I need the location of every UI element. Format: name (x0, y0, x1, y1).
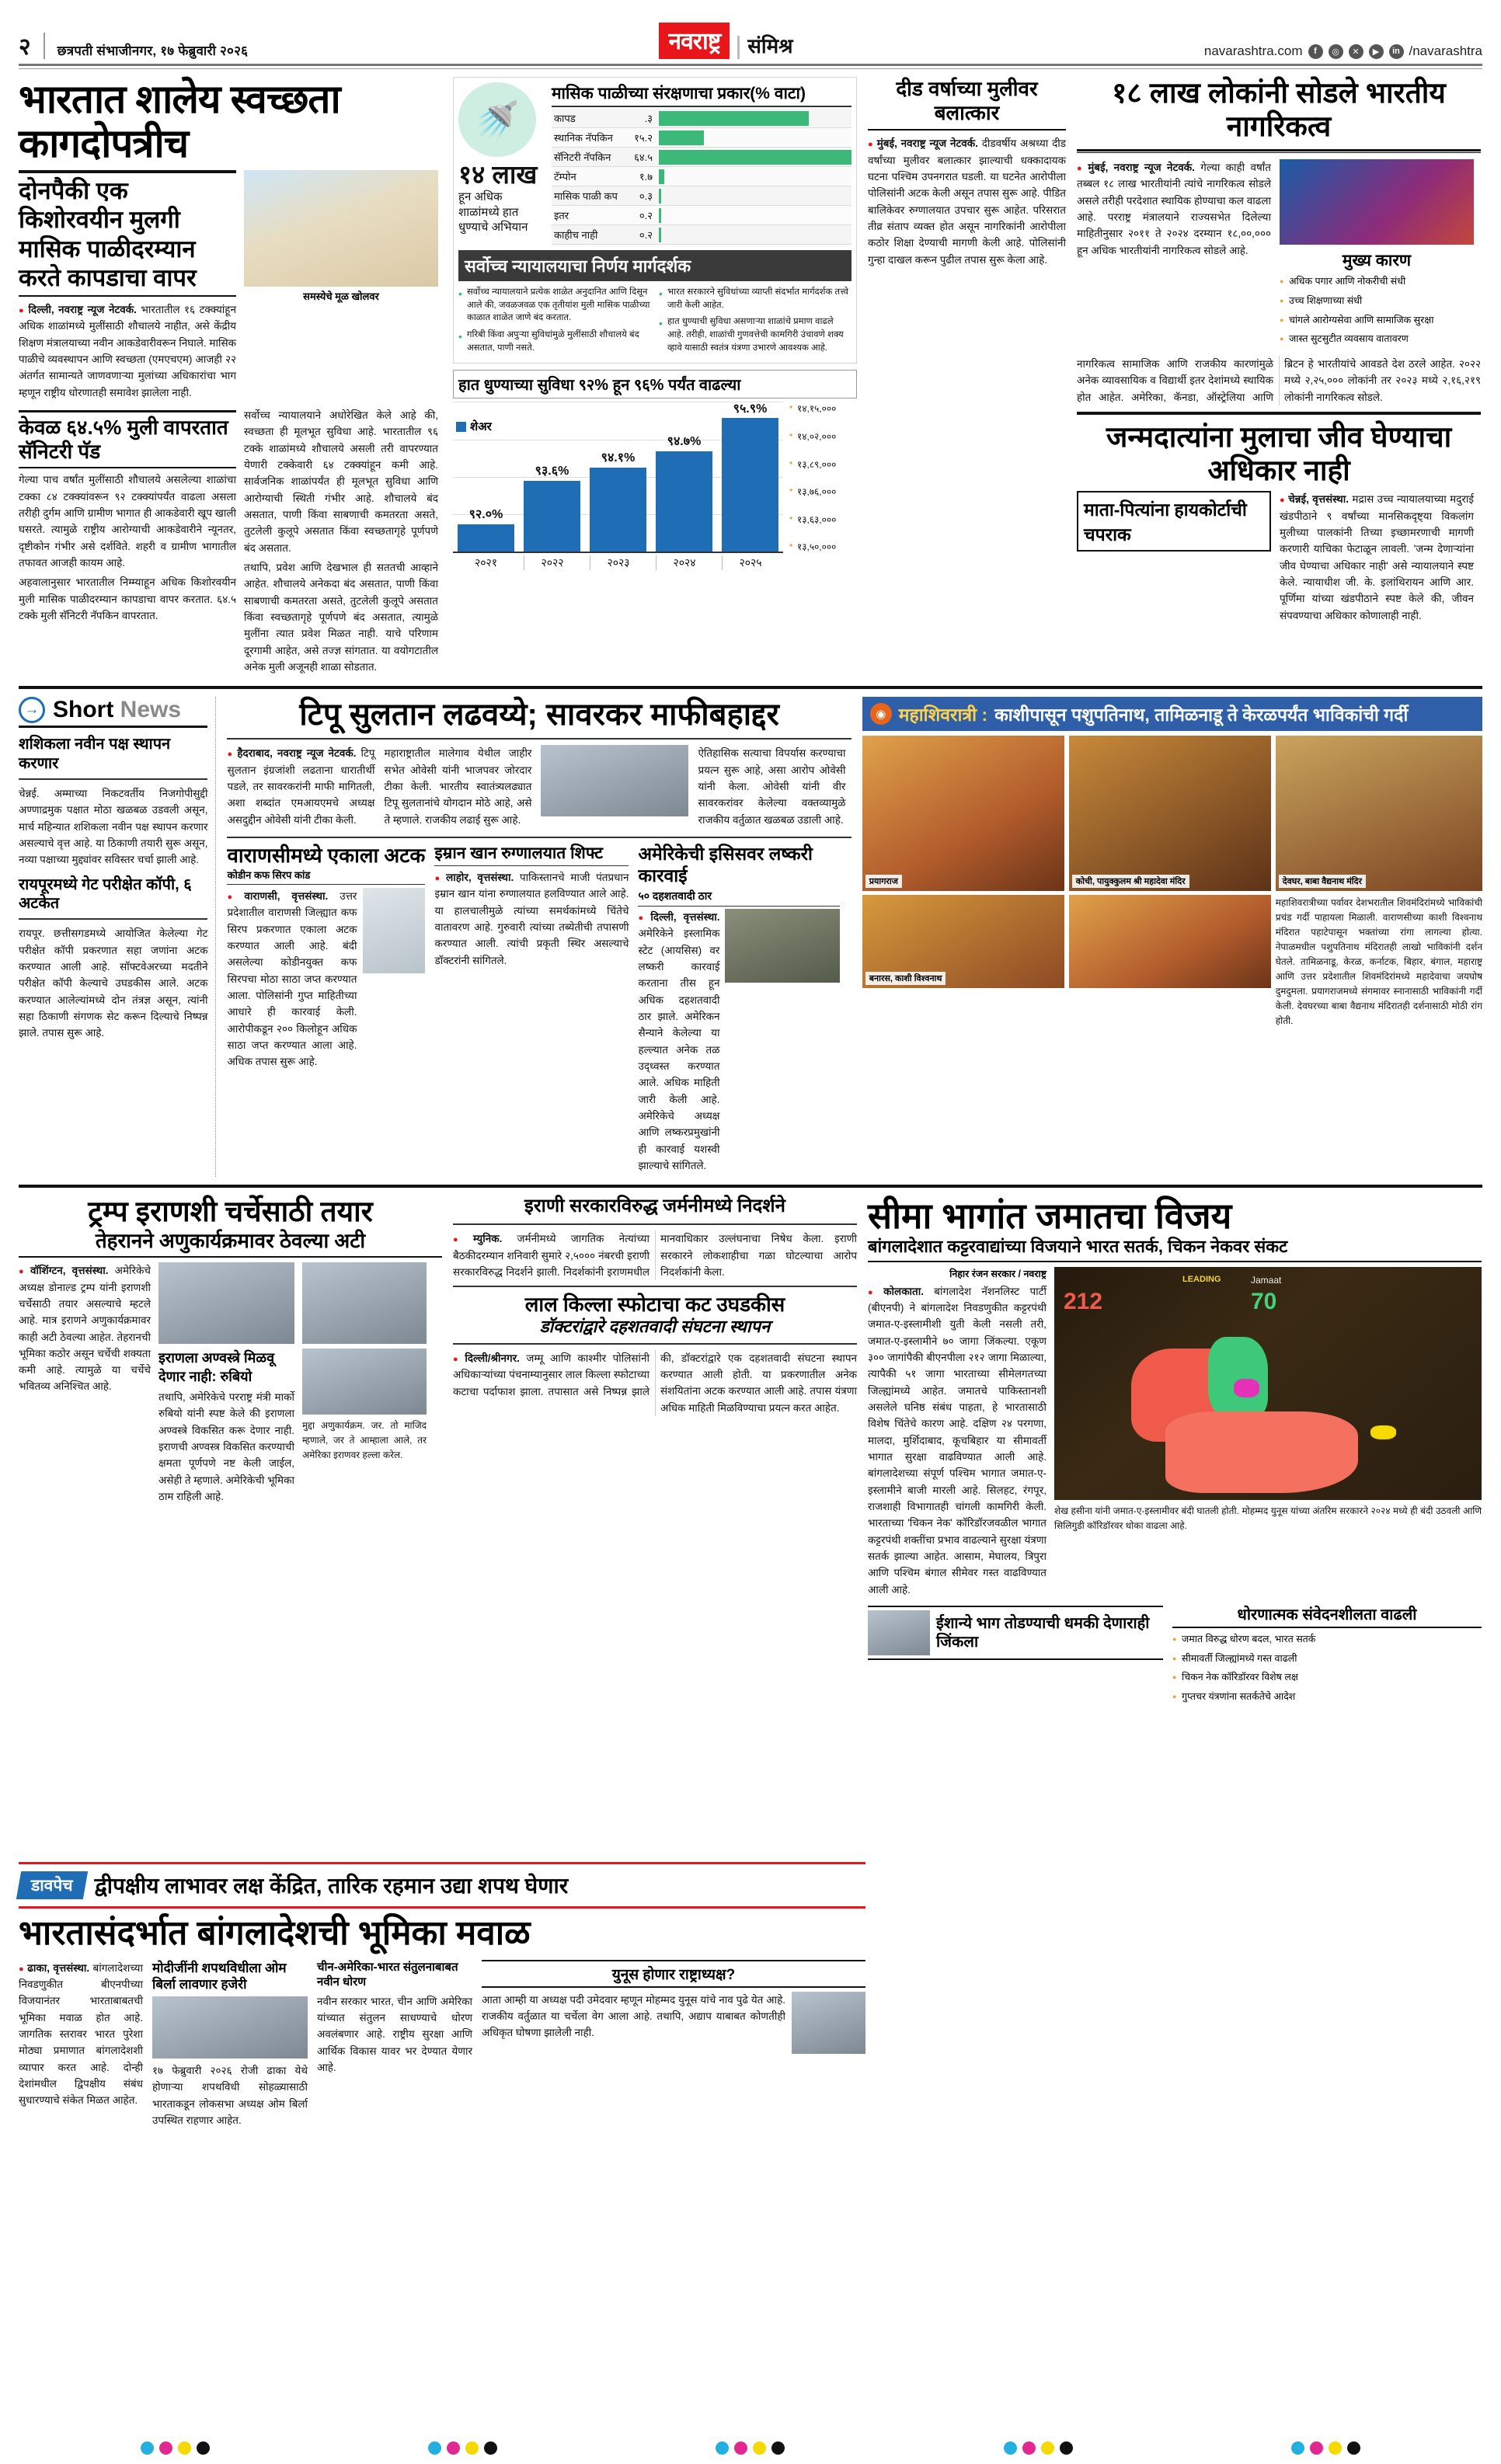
vbar-data-label: ९४.१% (601, 451, 636, 465)
hbar-value: ०.२ (639, 210, 653, 221)
lead-para-3: अहवालानुसार भारतातील निम्म्याहून अधिक किशोरवयीन मुली मासिक पाळीदरम्यान कापडाचा वापर करतात. ६४.५ टक्के मुली सॅनिटरी नॅपकिन वापरतात. (19, 576, 236, 621)
handwash-trend-chart (453, 370, 857, 570)
vbar-bar (722, 418, 778, 552)
hbar-row (552, 225, 851, 245)
bangladesh-election-map (1054, 1267, 1482, 1500)
rubio-subhead: इराणला अण्वस्त्रे मिळवू देणार नाही: रुबियो (158, 1350, 275, 1385)
hbar-fill (659, 228, 661, 242)
citizenship-para-2: नागरिकत्व सामाजिक आणि राजकीय कारणांमुळे अनेक व्यावसायिक व विद्यार्थी इतर देशांमध्ये स्थायिक होत आहेत. अमेरिका, कॅनडा, ऑस्ट्रेलिया आणि ब्रिटन हे भारतीयांचे आवडते देश ठरले आहेत. २०२२ मध्ये २,२५,००० लोकांनी तर २०२३ मध्ये २,१६,२१९ लोकांनी नागरिकत्व सोडले. (1077, 358, 1481, 403)
redfort-body: जम्मू आणि काश्मीर पोलिसांनी अधिकाऱ्यांच्या पंचनाम्यानुसार लाल किल्ला स्फोटाच्या कटाचा पर्दाफाश झाला. तपासात असे निष्पन्न झाले की, डॉक्टरांद्वारे एक दहशतवादी संघटना स्थापन करण्यात आली होती. या प्रकरणातील अनेक संशयितांना अटक करण्यात आली आहे. तपास यंत्रणा अधिक माहिती मिळविण्याचा प्रयत्न करत आहेत. (453, 1352, 857, 1414)
logo-subtitle: संमिश्र (747, 34, 793, 57)
imran-headline: इम्रान खान रुग्णालयात शिफ्ट (434, 844, 629, 866)
short-news-item-body: चेन्नई. अम्माच्या निकटवर्तीय निजगोपीसुद्दी अण्णाद्रमुक पक्षात मोठा खळबळ उडवली असून, मार्च महिन्यात शशिकला नवीन पक्ष स्थापन करणार असल्याचे वृत्त आहे. या ठिकाणी तयारी सुरू असून, नव्या पक्षाच्या मुद्द्यांवर सविस्तर चर्चा झाली आहे. (19, 788, 208, 866)
cause-item: ● जास्त सुटसुटीत व्यवसाय वातावरण (1280, 332, 1474, 346)
hbar-chart-title: मासिक पाळीच्या संरक्षणाचा प्रकार(% वाटा) (552, 82, 851, 107)
dot-group (141, 2441, 210, 2455)
bangladesh-dateline: ● कोलकाता. (868, 1286, 924, 1297)
kochi-photo (1069, 736, 1271, 891)
bangladesh-body: बांगलादेश नॅशनलिस्ट पार्टी (बीएनपी) ने बांगलादेश निवडणुकीत कट्टरपंथी जमात-ए-इस्लामीशी युती केली नसली तरी, जमात-ए-इस्लामीने ७० जागा जिंकल्या. एकूण ३०० जागांपैकी बीएनपीला २१२ जागा मिळाल्या, त्यापैकी ५१ जागा भारताच्या सीमेलगतच्या जिल्ह्यांमध्ये आहेत. जमातचे पाकिस्तानशी असलेले घनिष्ठ संबंध पाहता, हे भारतासाठी विशेष चिंतेचे कारण आहे. दक्षिण २४ परगणा, मालदा, मुर्शिदाबाद, कूचबिहार या सीमावर्ती भागात सुरक्षा वाढविण्यात आली आहे. बांगलादेशच्या संपूर्ण पश्चिम भागात जमात-ए-इस्लामीने बाजी मारली आहे. सिलहट, रंगपूर, राजशाही विभागातही चांगली कामगिरी केली. भारताच्या 'चिकन नेक' कॉरिडॉरजवळील भागात कट्टरपंथी शक्तींचा प्रभाव वाढल्याने सुरक्षा यंत्रणा सतर्क झाल्या आहेत. आसाम, मेघालय, त्रिपुरा आणि पश्चिम बंगाल सीमेवर गस्त वाढविण्यात आली आहे. (868, 1285, 1047, 1596)
map-jamaat-count: 70 (1251, 1288, 1277, 1314)
short-news-title-a: Short (53, 697, 114, 723)
tipu-col2: महाराष्ट्रातील मालेगाव येथील जाहीर सभेत ओवेसी यांनी भाजपवर जोरदार टीका केली. भारतीय स्वातंत्र्यलढ्यात टिपू सुलतानांचे योगदान मोठे आहे, असे ते म्हणाले. राजकीय लढाई सुरू आहे. (384, 747, 532, 826)
passport-photo (1280, 159, 1474, 245)
tipu-col1: टिपू सुलतान इंग्रजांशी लढताना धारातीर्थी पडले, तर सावरकरांनी माफी मागितली, अशा शब्दांत एमआयएमचे अध्यक्ष असदुद्दीन ओवेसी यांनी टीका केली. (227, 747, 375, 826)
kochi-caption: कोची, पायुक्कुलम श्री महादेवा मंदिर (1072, 875, 1189, 888)
page-number: २ (19, 34, 31, 60)
cough-syrup-photo (363, 888, 425, 973)
hbar-value: १.७ (639, 171, 653, 183)
davpech-body: बांगलादेशच्या निवडणुकीत बीएनपीच्या विजयानंतर भारताबाबतची भूमिका मवाळ होत आहे. जागतिक स्तरावर भारत पुरेशा मोठ्या प्रमाणात बांगलादेशशी व्यापार करत आहे. दोन्ही देशांमधील द्विपक्षीय संबंध सुधारण्याचे संकेत मिळत आहेत. (19, 1961, 143, 2107)
china-policy-body: नवीन सरकार भारत, चीन आणि अमेरिका यांच्यात संतुलन साधण्याचे धोरण अवलंबणार आहे. राष्ट्रीय सुरक्षा आणि आर्थिक विकास यावर भर देण्यात येणार आहे. (317, 1995, 472, 2073)
cause-item: ● अधिक पगार आणि नोकरीची संधी (1280, 274, 1474, 289)
vbar-x-axis (453, 555, 783, 570)
short-news-item-body: रायपूर. छत्तीसगडमध्ये आयोजित केलेल्या गेट परीक्षेत कॉपी प्रकरणात सहा जणांना अटक करण्यात आली आहे. सॉफ्टवेअरच्या मदतीने परीक्षेत कॉपी केल्याचे उघडकीस आले. अटक करण्यात आलेल्यांमध्ये दोन तंत्रज्ञ असून, त्यांनी सहा ठिकाणी संगणक सेट करून दिल्याचे निष्पन्न झाले. तपास सुरू आहे. (19, 927, 208, 1039)
iran-gov-headline: इराणी सरकारविरुद्ध जर्मनीमध्ये निदर्शने (524, 1195, 785, 1217)
handwash-block (458, 82, 545, 245)
vbar-y-tick: • १३,५०,००० (789, 540, 857, 553)
northeast-story (868, 1606, 1163, 1709)
imran-body: पाकिस्तानचे माजी पंतप्रधान इम्रान खान यांना रुग्णालयात हलविण्यात आले आहे. या हालचालीमुळे त्यांच्या समर्थकांमध्ये चिंतेचे वातावरण आहे. गुरुवारी त्यांच्या तब्येतीची तपासणी करण्यात आली. त्यांची प्रकृती स्थिर असल्याचे डॉक्टरांनी सांगितले. (434, 872, 629, 966)
hbar-value: ०.२ (639, 229, 653, 241)
vbar-y-tick: • १३,७६,००० (789, 485, 857, 498)
rape-headline: दीड वर्षाच्या मुलीवर बलात्कार (868, 77, 1066, 131)
hbar-track (659, 150, 851, 165)
policy-item: ● सीमावर्ती जिल्ह्यांमध्ये गस्त वाढली (1172, 1651, 1482, 1666)
vbar-x-tick: २०२४ (656, 555, 712, 570)
hbar-label: सॅनिटरी नॅपकिन (554, 151, 611, 163)
banaras-photo (862, 895, 1064, 988)
mahashivratri-band (862, 697, 1482, 731)
bangladesh-map-story (868, 1195, 1482, 1709)
china-policy-subhead: चीन-अमेरिका-भारत संतुलनाबाबत नवीन धोरण (317, 1960, 458, 1989)
mahashivratri-block (862, 697, 1482, 1177)
hbar-track (659, 131, 851, 145)
vbar-y-tick: • १४,१५,००० (789, 402, 857, 415)
hbar-track (659, 111, 851, 126)
vbar-data-label: ९४.७% (667, 434, 702, 448)
vbar-cell (458, 402, 514, 552)
vbar-data-label: ९५.९% (733, 402, 768, 416)
hbar-chart (552, 82, 851, 245)
policy-block (1172, 1606, 1482, 1709)
hbar-row (552, 167, 851, 186)
hbar-fill (659, 189, 661, 204)
trump-byline: ● वॉशिंग्टन, वृत्तसंस्था. (19, 1265, 109, 1276)
northeast-headline: ईशान्ये भाग तोडण्याची धमकी देणाराही जिंकला (936, 1614, 1150, 1651)
rubio-photo (302, 1349, 427, 1415)
deoghar-photo (1276, 736, 1482, 891)
dot-group (1004, 2441, 1073, 2455)
vbar-bar (524, 481, 580, 552)
policy-item: ● गुप्तचर यंत्रणांना सतर्कतेचे आदेश (1172, 1690, 1482, 1704)
iran-gov-story (453, 1195, 857, 1709)
vbar-y-tick: • १३,६३,००० (789, 513, 857, 526)
redfort-subhead: डॉक्टरांद्वारे दहशतवादी संघटना स्थापन (539, 1317, 771, 1337)
dot-group (716, 2441, 785, 2455)
trump-subhead: तेहरानने अणुकार्यक्रमावर ठेवल्या अटी (19, 1229, 442, 1258)
trump-iran-story (19, 1195, 442, 1709)
masthead (19, 11, 1482, 59)
mahashivratri-caption-body: महाशिवरात्रीच्या पर्वावर देशभरातील शिवमंदिरांमध्ये भाविकांची प्रचंड गर्दी पाहायला मिळाली. वाराणसीच्या काशी विश्वनाथ मंदिरात पहाटेपासून भक्तांच्या रांगा लागल्या होत्या. नेपाळमधील पशुपतिनाथ मंदिरातही लाखो भाविकांनी दर्शन घेतले. तामिळनाडू, केरळ, कर्नाटक, बिहार, बंगाल, महाराष्ट्र आणि उत्तर प्रदेशातील शिवमंदिरांमध्ये महादेवाचा जयघोष दुमदुमला. प्रयागराजमध्ये संगमावर स्नानासाठी भाविकांनी गर्दी केली. देवघरच्या बाबा वैद्यनाथ मंदिरातही दर्शनासाठी मोठी रांग होती. (1275, 897, 1482, 1026)
cause-item: ● चांगले आरोग्यसेवा आणि सामाजिक सुरक्षा (1280, 313, 1474, 328)
vbar-x-tick: २०२२ (524, 555, 580, 570)
print-registration-marks (0, 2441, 1501, 2455)
banaras-caption: बनारस, काशी विश्वनाथ (865, 972, 946, 985)
vbar-y-tick: • १४,०२,००० (789, 430, 857, 443)
hbar-fill (659, 208, 661, 223)
vbar-data-label: ९३.६% (535, 465, 569, 479)
school-girls-photo (244, 170, 438, 287)
infographic-bullet: • सर्वोच्च न्यायालयाने प्रत्येक शाळेत अनुदानित आणि दिसून आले की, जवळजवळ एक तृतीयांश मुली मासिक पाळीच्या काळात शाळेत जाणे बंद करतात. (458, 286, 651, 325)
map-jamaat-label: Jamaat (1251, 1274, 1282, 1286)
handwash-big-number: १४ लाख (458, 160, 538, 189)
redfort-byline: ● दिल्ली/श्रीनगर. (453, 1352, 520, 1364)
yunus-body: आता आम्ही या अध्यक्ष पदी उमेदवार म्हणून मोहम्मद युनूस यांचे नाव पुढे येत आहे. राजकीय वर्तुळात या चर्चेला वेग आला आहे. तथापि, अद्याप याबाबत कोणतीही अधिकृत घोषणा झालेली नाही. (482, 1993, 785, 2039)
birth-rights-body: मद्रास उच्च न्यायालयाच्या मदुराई खंडपीठाने ९ वर्षांच्या मानसिकदृष्ट्या विकलांग मुलीच्या पालकांनी तिच्या इच्छामरणाची मागणी करणारी याचिका फेटाळून लावली. 'जन्म देणाऱ्यांना जीव घेण्याचा अधिकार नाही' असे न्यायालयाने स्पष्ट केले. न्यायाधीश जी. के. इलांथिरायन आणि आर. पूर्णिमा यांच्या खंडपीठाने स्पष्ट केले की, जीवन संपवण्याचा अधिकार कोणालाही नाही. (1280, 493, 1474, 621)
lead-col2-para: सर्वोच्च न्यायालयाने अधोरेखित केले आहे की, स्वच्छता ही मूलभूत सुविधा आहे. भारतातील ९६ टक्के शाळांमध्ये शौचालये असली तरी वापरण्यात येणारी टक्केवारी ६४ टक्क्यांहून कमी आहे. सार्वजनिक शाळांपर्यंत ही मूलभूत सुविधा आणि आरोग्याची स्थिती गंभीर आहे. शौचालये बंद असतात, पाणी किंवा साबणाची कमतरता असते, तुटलेली कुलूपे असतात किंवा स्वच्छतागृहे पूर्णपणे बंद असतात. (244, 409, 438, 554)
hbar-track (659, 208, 851, 223)
rape-story (868, 77, 1066, 678)
yunus-subhead: युनूस होणार राष्ट्राध्यक्ष? (482, 1960, 865, 1988)
lead-para-2: गेल्या पाच वर्षांत मुलींसाठी शौचालये असलेल्या शाळांचा टक्का ८४ टक्क्यांवरून ९२ टक्क्यांपर्यंत वाढला असला तरीही दुर्गम आणि ग्रामीण भागात ही आकडेवारी खूप खाली घसरते. त्यामुळे राष्ट्रीय आरोग्याची आकडेवारीने न्यूनतर, दृष्टीकोन गंभीर असे दर्शविते. शहरी व ग्रामीण भागातील तफावत आजही कायम आहे. (19, 474, 236, 569)
infographic-bullet: • हात धुण्याची सुविधा असणाऱ्या शाळांचे प्रमाण वाढले आहे. तरीही, शाळांची गुणवत्तेची कामगिरी उंचावणे शक्य व्हावे यासाठी स्वतंत्र यंत्रणा उभारणे आवश्यक आहे. (659, 315, 851, 354)
dot-group (1291, 2441, 1360, 2455)
vbar-cell (722, 402, 778, 552)
davpech-block (19, 1857, 865, 2132)
linkedin-icon[interactable]: in (1389, 44, 1404, 59)
extra-temple-photo (1069, 895, 1271, 988)
tipu-headline: टिपू सुलतान लढवय्ये; सावरकर माफीबहाद्दर (299, 698, 779, 733)
hbar-value: ०.३ (639, 190, 653, 202)
hbar-fill (659, 169, 664, 184)
short-news-item-title[interactable]: शशिकला नवीन पक्ष स्थापन करणार (19, 736, 171, 772)
us-isis-subhead: ५० दहशतवादी ठार (638, 889, 840, 907)
hbar-value: ६४.५ (634, 151, 653, 163)
menstrual-infographic (453, 77, 857, 364)
mahashivratri-label: महाशिवरात्री : (898, 705, 988, 726)
vbar-y-tick: • १३,८९,००० (789, 458, 857, 471)
infographic-column (453, 77, 857, 678)
us-isis-headline: अमेरिकेची इसिसवर लष्करी कारवाई (638, 843, 813, 886)
vbar-bar (590, 468, 646, 552)
bangladesh-subhead: बांगलादेशात कट्टरवाद्यांच्या विजयाने भारत सतर्क, चिकन नेकवर संकट (868, 1237, 1482, 1262)
short-news-title-b: News (120, 697, 182, 723)
hbar-track (659, 169, 851, 184)
om-birla-body: १७ फेब्रुवारी २०२६ रोजी ढाका येथे होणाऱ्या शपथविधी सोहळ्यासाठी भारताकडून लोकसभा अध्यक्ष ओम बिर्ला उपस्थित राहणार आहेत. (152, 2065, 308, 2127)
davpech-byline: ● ढाका, वृत्तसंस्था. (19, 1962, 89, 1974)
infographic-bullets (458, 286, 851, 358)
birth-rights-headline: जन्मदात्यांना मुलाचा जीव घेण्याचा अधिकार नाही (1106, 421, 1452, 486)
bullets-left (458, 286, 651, 358)
mahashivratri-text: काशीपासून पशुपतिनाथ, तामिळनाडू ते केरळपर्यंत भाविकांची गर्दी (994, 705, 1409, 726)
lead-subhead: दोनपैकी एक किशोरवयीन मुलगी मासिक पाळीदरम्यान करते कापडाचा वापर (19, 177, 197, 291)
bangladesh-byline: निहार रंजन सरकार / नवराष्ट्र (949, 1268, 1047, 1279)
hbar-row (552, 128, 851, 148)
hbar-track (659, 189, 851, 204)
varanasi-story (227, 844, 425, 1177)
vbar-x-tick: २०२५ (722, 555, 778, 570)
row-top (19, 77, 1482, 678)
lead-story (19, 77, 442, 678)
birth-rights-byline: ● चेन्नई, वृत्तसंस्था. (1280, 493, 1349, 505)
hbar-value: .३ (644, 113, 653, 124)
citizenship-headline: १८ लाख लोकांनी सोडले भारतीय नागरिकत्व (1112, 77, 1446, 142)
instagram-icon[interactable]: ◎ (1329, 44, 1343, 59)
lead-headline: भारतात शालेय स्वच्छता कागदोपत्रीच (19, 77, 340, 166)
hbar-value: १५.२ (634, 132, 653, 144)
hbar-label: मासिक पाळी कप (554, 190, 618, 202)
lead-photo-caption: समस्येचे मूळ खोलवर (303, 291, 379, 303)
hbar-row (552, 206, 851, 225)
birth-rights-subhead: माता-पित्यांना हायकोर्टाची चपराक (1077, 491, 1271, 552)
policy-item: ● चिकन नेक कॉरिडॉरवर विशेष लक्ष (1172, 1670, 1482, 1685)
website-url[interactable]: navarashtra.com (1203, 44, 1303, 58)
place-date: छत्रपती संभाजीनगर, १७ फेब्रुवारी २०२६ (57, 44, 249, 58)
hbar-fill (659, 131, 704, 145)
vbar-bar (656, 451, 712, 552)
citizenship-para-1: गेल्या काही वर्षांत तब्बल १८ लाख भारतीयांनी त्यांचे नागरिकत्व सोडले असले तरीही परदेशात स्थायिक होण्याचा कल वाढला आहे. परराष्ट्र मंत्रालयाने राज्यसभेत दिलेल्या माहितीनुसार २०११ ते २०२४ दरम्यान १८,००,००० हून अधिक भारतीयांनी नागरिकत्व सोडले आहे. (1077, 162, 1271, 256)
masthead-social-group (1204, 44, 1482, 59)
legend-label: शेअर (470, 420, 492, 434)
davpech-headline: द्वीपक्षीय लाभावर लक्ष केंद्रित, तारिक रहमान उद्या शपथ घेणार (94, 1874, 569, 1898)
leader-photo (868, 1610, 930, 1655)
tipu-byline: ● हैदराबाद, नवराष्ट्र न्यूज नेटवर्क. (227, 747, 356, 759)
logo-separator (737, 36, 740, 59)
tipu-col3: ऐतिहासिक सत्याचा विपर्यास करण्याचा प्रयत्न सुरू आहे, असा आरोप ओवेसी यांनी केला. ओवेसी यांनी वीर सावरकरांवर केलेल्या वक्तव्यामुळे राजकीय वर्तुळात खळबळ उडाली आहे. (698, 747, 846, 826)
yunus-photo (792, 1992, 865, 2054)
rape-byline: ● मुंबई, नवराष्ट्र न्यूज नेटवर्क. (868, 137, 978, 149)
deoghar-caption: देवघर, बाबा वैद्यनाथ मंदिर (1279, 875, 1366, 888)
lead-col3-para: तथापि, प्रवेश आणि देखभाल ही सततची आव्हाने आहेत. शौचालये अनेकदा बंद असतात, पाणी किंवा साबणाची कमतरता असते, तुटलेली कुलूपे असतात किंवा स्वच्छतागृहे पूर्णपणे बंद असतात, त्यामुळे मुलींना त्यात प्रवेश मिळत नाही. याचे परिणाम दूरगामी आहेत, असे तज्ज्ञ सांगतात. या वयोगटातील अनेक मुली अजूनही शाळा सोडतात. (244, 561, 438, 673)
vbar-chart-title: हात धुण्याच्या सुविधा ९२% हून ९६% पर्यंत वाढल्या (453, 370, 857, 398)
bangladesh-headline: सीमा भागांत जमातचा विजय (868, 1195, 1232, 1237)
infographic-bullet: • भारत सरकारने सुविधांच्या व्याप्ती संदर्भात मार्गदर्शक तत्त्वे जारी केली आहेत. (659, 286, 851, 311)
varanasi-headline: वाराणसीमध्ये एकाला अटक (227, 843, 426, 867)
om-birla-photo (152, 1996, 308, 2059)
hbar-row (552, 148, 851, 167)
newspaper-logo: नवराष्ट्र (659, 23, 730, 59)
varanasi-byline: ● वाराणसी, वृत्तसंस्था. (227, 890, 328, 902)
cause-item: ● उच्च शिक्षणाच्या संधी (1280, 294, 1474, 308)
arrow-circle-icon: → (19, 697, 45, 723)
facebook-icon[interactable]: f (1308, 44, 1323, 59)
davpech-tag: डावपेच (16, 1871, 88, 1899)
short-news-header (19, 697, 207, 728)
hbar-label: स्थानिक नॅपकिन (554, 132, 613, 144)
short-news-item-title[interactable]: रायपूरमध्ये गेट परीक्षेत कॉपी, ६ अटकेत (19, 875, 192, 913)
vbar-cell (656, 402, 712, 552)
trump-note: मुद्दा अणुकार्यक्रम. जर. तो माजिद म्हणाले, जर ते आम्हाला आले, तर अमेरिका इराणवर हल्ला करेल. (302, 1420, 427, 1461)
iran-gov-byline: ● म्युनिक. (453, 1233, 502, 1244)
vbar-plot (453, 402, 783, 553)
masthead-divider (44, 33, 45, 59)
trump-body: अमेरिकेचे अध्यक्ष डोनाल्ड ट्रम्प यांनी इराणशी चर्चेसाठी तयार असल्याचे म्हटले आहे. मात्र इराणने अणुकार्यक्रमावर काही अटी ठेवल्या आहेत. तेहरानची भूमिका कठोर असून चर्चेची शक्यता कमी आहे. त्यामुळे या चर्चेचे भवितव्य अनिश्चित आहे. (19, 1265, 151, 1393)
masthead-logo-group (248, 23, 1204, 59)
trump-headline: ट्रम्प इराणशी चर्चेसाठी तयार (88, 1195, 373, 1228)
om-birla-subhead: मोदीजींनी शपथविधीला ओम बिर्ला लावणार हजेरी (152, 1960, 287, 1992)
vbar-y-axis (783, 402, 857, 553)
hbar-row (552, 186, 851, 206)
hbar-fill (659, 150, 851, 165)
handwash-icon: 🚿 (458, 82, 536, 157)
trump-photo (158, 1262, 294, 1344)
redfort-headline: लाल किल्ला स्फोटाचा कट उघडकीस (524, 1293, 785, 1317)
owaisi-photo (541, 745, 688, 816)
masthead-rule (19, 64, 1482, 69)
youtube-icon[interactable]: ▶ (1369, 44, 1384, 59)
tipu-story (227, 697, 851, 1177)
causes-heading: मुख्य कारण (1342, 252, 1412, 270)
hbar-label: काहीच नाही (554, 229, 598, 241)
hbar-label: कापड (554, 113, 576, 124)
hbar-label: टॅम्पोन (554, 171, 576, 183)
policy-headline: धोरणात्मक संवेदनशीलता वाढली (1172, 1606, 1482, 1628)
us-isis-body: अमेरिकेने इस्लामिक स्टेट (आयसिस) वर लष्करी कारवाई करताना तीस हून अधिक दहशतवादी ठार झाले. अमेरिकन सैन्याने केलेल्या या हल्ल्यात अनेक तळ उद्ध्वस्त करण्यात आले. अधिक माहिती जारी केली आहे. अमेरिकेचे अध्यक्ष आणि लष्करप्रमुखांनी ही कारवाई यशस्वी झाल्याचे सांगितले. (638, 927, 720, 1172)
varanasi-body: उत्तर प्रदेशातील वाराणसी जिल्ह्यात कफ सिरप प्रकरणात एकाला अटक करण्यात आली आहे. बंदी असलेल्या कोडीनयुक्त कफ सिरपचा मोठा साठा जप्त करण्यात आला. पोलिसांनी गुप्त माहितीच्या आधारे ही कारवाई केली. आरोपीकडून २०० किलोहून अधिक साठा जप्त करण्यात आला आहे. अधिक तपास सुरू आहे. (227, 890, 357, 1068)
social-handle[interactable]: /navarashtra (1409, 44, 1482, 58)
us-isis-byline: ● दिल्ली, वृत्तसंस्था. (638, 911, 719, 923)
lead-byline: ● दिल्ली, नवराष्ट्र न्यूज नेटवर्क. (19, 304, 137, 315)
vbar-cell (524, 402, 580, 552)
iran-gov-body: जर्मनीमध्ये जागतिक नेत्यांच्या बैठकीदरम्यान शनिवारी सुमारे २,५००० नंबरची इराणी सरकारविरुद्ध निदर्शने झाली. निदर्शकांनी इराणमधील मानवाधिकार उल्लंघनाचा निषेध केला. इराणी सरकारने लोकशाहीचा गळा घोटल्याचा आरोप निदर्शकांनी केला. (453, 1233, 857, 1278)
row-short-news (19, 697, 1482, 1177)
davpech-main-headline: भारतासंदर्भात बांगलादेशची भूमिका मवाळ (19, 1914, 531, 1952)
vbar-x-tick: २०२१ (474, 556, 498, 569)
supreme-court-band: सर्वोच्च न्यायालयाचा निर्णय मार्गदर्शक (458, 250, 851, 281)
policy-list (1172, 1632, 1482, 1704)
us-isis-story (638, 844, 840, 1177)
policy-item: ● जमात विरुद्ध धोरण बदल, भारत सतर्क (1172, 1632, 1482, 1647)
hbar-fill (659, 111, 809, 126)
short-news-column (19, 697, 216, 1177)
varanasi-subhead: कोडीन कफ सिरप कांड (227, 868, 425, 885)
hbar-row (552, 109, 851, 128)
lead-para-1: भारतातील १६ टक्क्यांहून अधिक शाळांमध्ये मुलींसाठी शौचालये नाहीत, असे केंद्रीय शिक्षण मंत्रालयाच्या नवीन आकडेवारीवरून निघाले. मासिक पाळीचे व्यवस्थापन आणि स्वच्छता (एमएचएम) आजही २२ अंतर्गत सामान्यतेे जाणवणाऱ्या मुलांच्या अधिकारांचा भाग म्हणून राष्ट्रीय धोरणातही समावेश झालेला नाही. (19, 303, 236, 398)
imran-story (434, 844, 629, 1177)
camera-icon: ◉ (870, 703, 892, 725)
causes-list (1280, 274, 1474, 346)
rubio-body: तथापि, अमेरिकेचे परराष्ट्र मंत्री मार्को रुबियो यांनी स्पष्ट केले की इराणला अण्वस्त्रे विकसित करू देणार नाही. इराणची अण्वस्त्र विकसित करण्याची क्षमता पूर्णपणे नष्ट केली जाईल, असेही ते म्हणाले. अमेरिकेची भूमिका ठाम राहिली आहे. (158, 1391, 294, 1503)
row-bottom (19, 1195, 1482, 1709)
map-leading-label: LEADING (1182, 1274, 1221, 1284)
vbar-cell (590, 402, 646, 552)
prayagraj-photo (862, 736, 1064, 891)
dot-group (428, 2441, 497, 2455)
map-bnp-count: 212 (1064, 1288, 1103, 1314)
lead-subhead-2: केवळ ६४.५% मुली वापरतात सॅनिटरी पॅड (19, 415, 228, 464)
citizenship-byline: ● मुंबई, नवराष्ट्र न्यूज नेटवर्क. (1077, 162, 1195, 173)
infographic-bullet: • गरिबी किंवा अपुऱ्या सुविधांमुळे मुलींसाठी शौचालये बंद असतात, पाणी नसते. (458, 329, 651, 354)
citizenship-story (1077, 77, 1481, 678)
handwash-big-number-sub: हून अधिक शाळांमध्ये हात धुण्याचे अभियान (458, 190, 528, 234)
hbar-label: इतर (554, 210, 569, 221)
hbar-track (659, 228, 851, 242)
vbar-data-label: ९२.०% (468, 508, 503, 522)
prayagraj-caption: प्रयागराज (865, 875, 902, 888)
x-icon[interactable]: ✕ (1349, 44, 1363, 59)
khamenei-photo (302, 1262, 427, 1344)
vbar-x-tick: २०२३ (590, 555, 646, 570)
bangladesh-sub-body: शेख हसीना यांनी जमात-ए-इस्लामीवर बंदी घातली होती. मोहम्मद युनूस यांच्या अंतरिम सरकारने २०२४ मध्ये ही बंदी उठवली आणि सिलिगुडी कॉरिडॉरवर धोका वाढला आहे. (1054, 1505, 1482, 1531)
rape-body: दीडवर्षीय अश्रध्या दीड वर्षांच्या मुलीवर बलात्कार झाल्याची धक्कादायक घटना पश्चिम उपनगरात घडली. या घटनेत आरोपीला पोलिसांनी अटक केली असून तपास सुरू आहे. पीडित बालिकेवर रुग्णालयात उपचार सुरू आहेत. परिसरात तीव्र संताप व्यक्त होत असून नागरिकांनी आरोपीला कठोर शिक्षा देण्याची मागणी केली आहे. पोलिसांनी गुन्हा दाखल करून पुढील तपास सुरू केला आहे. (868, 137, 1066, 266)
imran-byline: ● लाहोर, वृत्तसंस्था. (434, 872, 514, 883)
tank-photo (725, 909, 840, 983)
bullets-right (659, 286, 851, 358)
vbar-bar (458, 524, 514, 552)
